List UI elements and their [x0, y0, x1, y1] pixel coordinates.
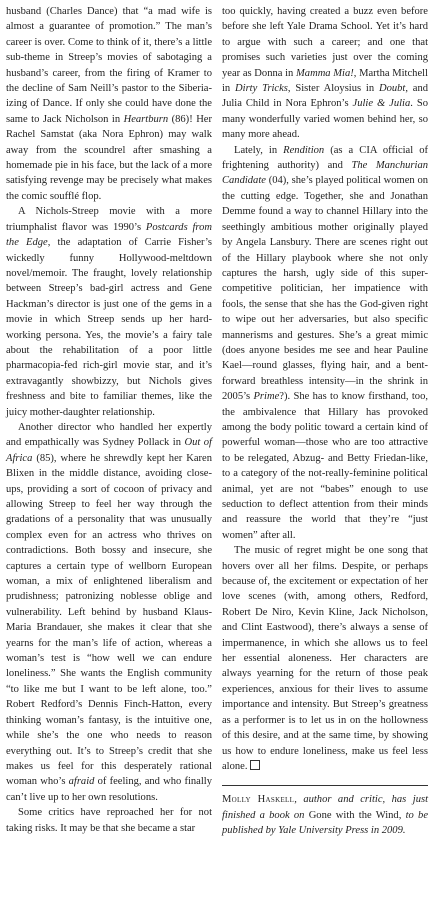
body-paragraph: A Nichols-Streep movie with a more triumphalist flavor was 1990’s Postcards from the Edge, the adaptation of Carrie Fisher’s wickedly funny Hollywood-meltdown novel/memoir. The fraught, lovely relationship between Streep’s bad-girl actress and Gene Hackman’s director is just one of the gems in a movie in which Streep sends up her hard-working persona. Yes, the movie’s a fairy tale about the rehabilitation of a poor little pharmacopia-fed rich-girl movie star, and it’s extravagantly showbizzy, but Nichols gives freshness and bite to familiar themes, like the juicy mother-daughter relationship.: [6, 206, 213, 418]
bio-divider: [222, 785, 428, 786]
italic-title: Postcards from the Edge: [6, 221, 213, 249]
author-bio: [222, 792, 428, 838]
italic-title: Rendition: [283, 144, 325, 156]
italic-title: Doubt: [378, 83, 406, 95]
italic-title: Heartburn: [123, 113, 169, 125]
author-bio-text: , author and critic, has just finished a book on Gone with the Wind, to be published by Yale University Press in 2009.: [222, 794, 428, 837]
body-paragraph: Some critics have reproached her for not taking risks. It may be that she became a star: [6, 807, 212, 834]
italic-title: Prime: [253, 391, 280, 403]
author-name: Molly Haskell: [222, 794, 295, 806]
left-column: [6, 4, 212, 900]
italic-title: Julie & Julia: [352, 98, 411, 110]
body-paragraph: husband (Charles Dance) that “a mad wife is almost a guarantee of promotion.” The man’s career is over. Come to think of it, there’s a little sub-theme in Streep’s movies of sabotaging a husband’s career, from the firing of Kramer to the decline of Sam Neill’s pastor to the Siberia-izing of Dance. If only she could have done the same to Jack Nicholson in Heartburn (86)! Her Rachel Samstat (aka Nora Ephron) may walk away from the scoundrel after smashing a homemade pie in his face, but the lack of a more satisfying revenge may be precisely what makes the comic soufflé flop.: [6, 6, 213, 202]
italic-title: , to be published by Yale University Press in 2009.: [222, 809, 428, 837]
body-paragraph: too quickly, having created a buzz even before before she left Yale Drama School. Yet it’s hard to argue with such a career; and one that promises such varieties just over the coming year as Donna in Mamma Mia!, Martha Mitchell in Dirty Tricks, Sister Aloysius in Doubt, and Julia Child in Nora Ephron’s Julie & Julia. So many wonderfully varied women behind her, so many more ahead.: [222, 6, 429, 141]
right-column: [222, 4, 428, 900]
end-of-article-mark: [250, 760, 260, 770]
body-paragraph: Lately, in Rendition (as a CIA official of frightening authority) and The Manchurian Candidate (04), she’s played political women on the cutting edge. Together, she and Jonathan Demme found a way to channel Hillary into the seethingly ambitious mother originally played by Angela Lansbury. There are scenes right out of the Hillary playbook where she not only captures the harsh, ugly side of this super-competitive politician, her impatience with fools, the sense that she has the God-given right to wipe out her adversaries, but also specific mannerisms and gestures. She’s a great mimic (does anyone besides me see and hear Pauline Kael—round glasses, flying hair, and a bent-forward breathless intensity—in the shrink in 2005’s Prime?). She has to know firsthand, too, the ambivalence that Hillary has provoked among the body politic toward a certain kind of powerful woman—those who are too attractive to be relegated, Abzug- and Betty Friedan-like, to a category of the not-really-feminine political animal, yet are not “babes” enough to use seduction to deflect attention from their minds and reassure the world that they’re “just women” after all.: [222, 144, 429, 541]
italic-title: Out of Africa: [6, 437, 212, 464]
body-paragraph: The music of regret might be one song that hovers over all her films. Despite, or perhaps because of, the excitement or expectation of her love scenes (with, among others, Redford, Robert De Niro, Kevin Kline, Jack Nicholson, and Clint Eastwood), there’s always a sense of impermanence, in which she allows us to feel her essential aloneness. Her characters are always yearning for the return of those peak experiences, anxious for their lives to assume importance and intensity. But Streep’s greatness as a performer is to let us in on the hollowness of this desire, and at the same time, by showing us how to endure loneliness, make us feel less alone.: [222, 545, 428, 772]
italic-title: Mamma Mia!: [296, 67, 354, 79]
italic-title: The Manchurian Candidate: [222, 160, 429, 187]
italic-title: afraid: [68, 776, 95, 788]
italic-title: , author and critic, has just finished a book on: [222, 794, 428, 821]
body-paragraph: Another director who handled her expertly and empathically was Sydney Pollack in Out of Africa (85), where he shrewdly kept her Karen Blixen in the middle distance, avoiding close-ups, providing a sort of cocoon of privacy and allowing Streep to feel her way through the gradations of a personality that was unusually complex even for an actress who thrives on contradictions. Both bossy and insecure, she captures a certain type of wellborn European woman, a mix of enlightened liberalism and prudishness; patronizing noblesse oblige and vulnerability. Left behind by husband Klaus-Maria Brandauer, she makes it clear that she yearns for the man’s life of action, whereas a woman’s test is “how well we can endure loneliness.” She wants the English community “to like me but I want to be left alone, too.” Robert Redford’s Dennis Finch-Hatton, every thinking woman’s fantasy, is the intuitive one, while she’s the one who needs to reason everything out. It’s to Streep’s credit that she makes us feel for this desperately rational woman who’s afraid of feeling, and who finally can’t live up to her own resolutions.: [6, 421, 212, 803]
italic-title: Dirty Tricks: [235, 83, 288, 95]
